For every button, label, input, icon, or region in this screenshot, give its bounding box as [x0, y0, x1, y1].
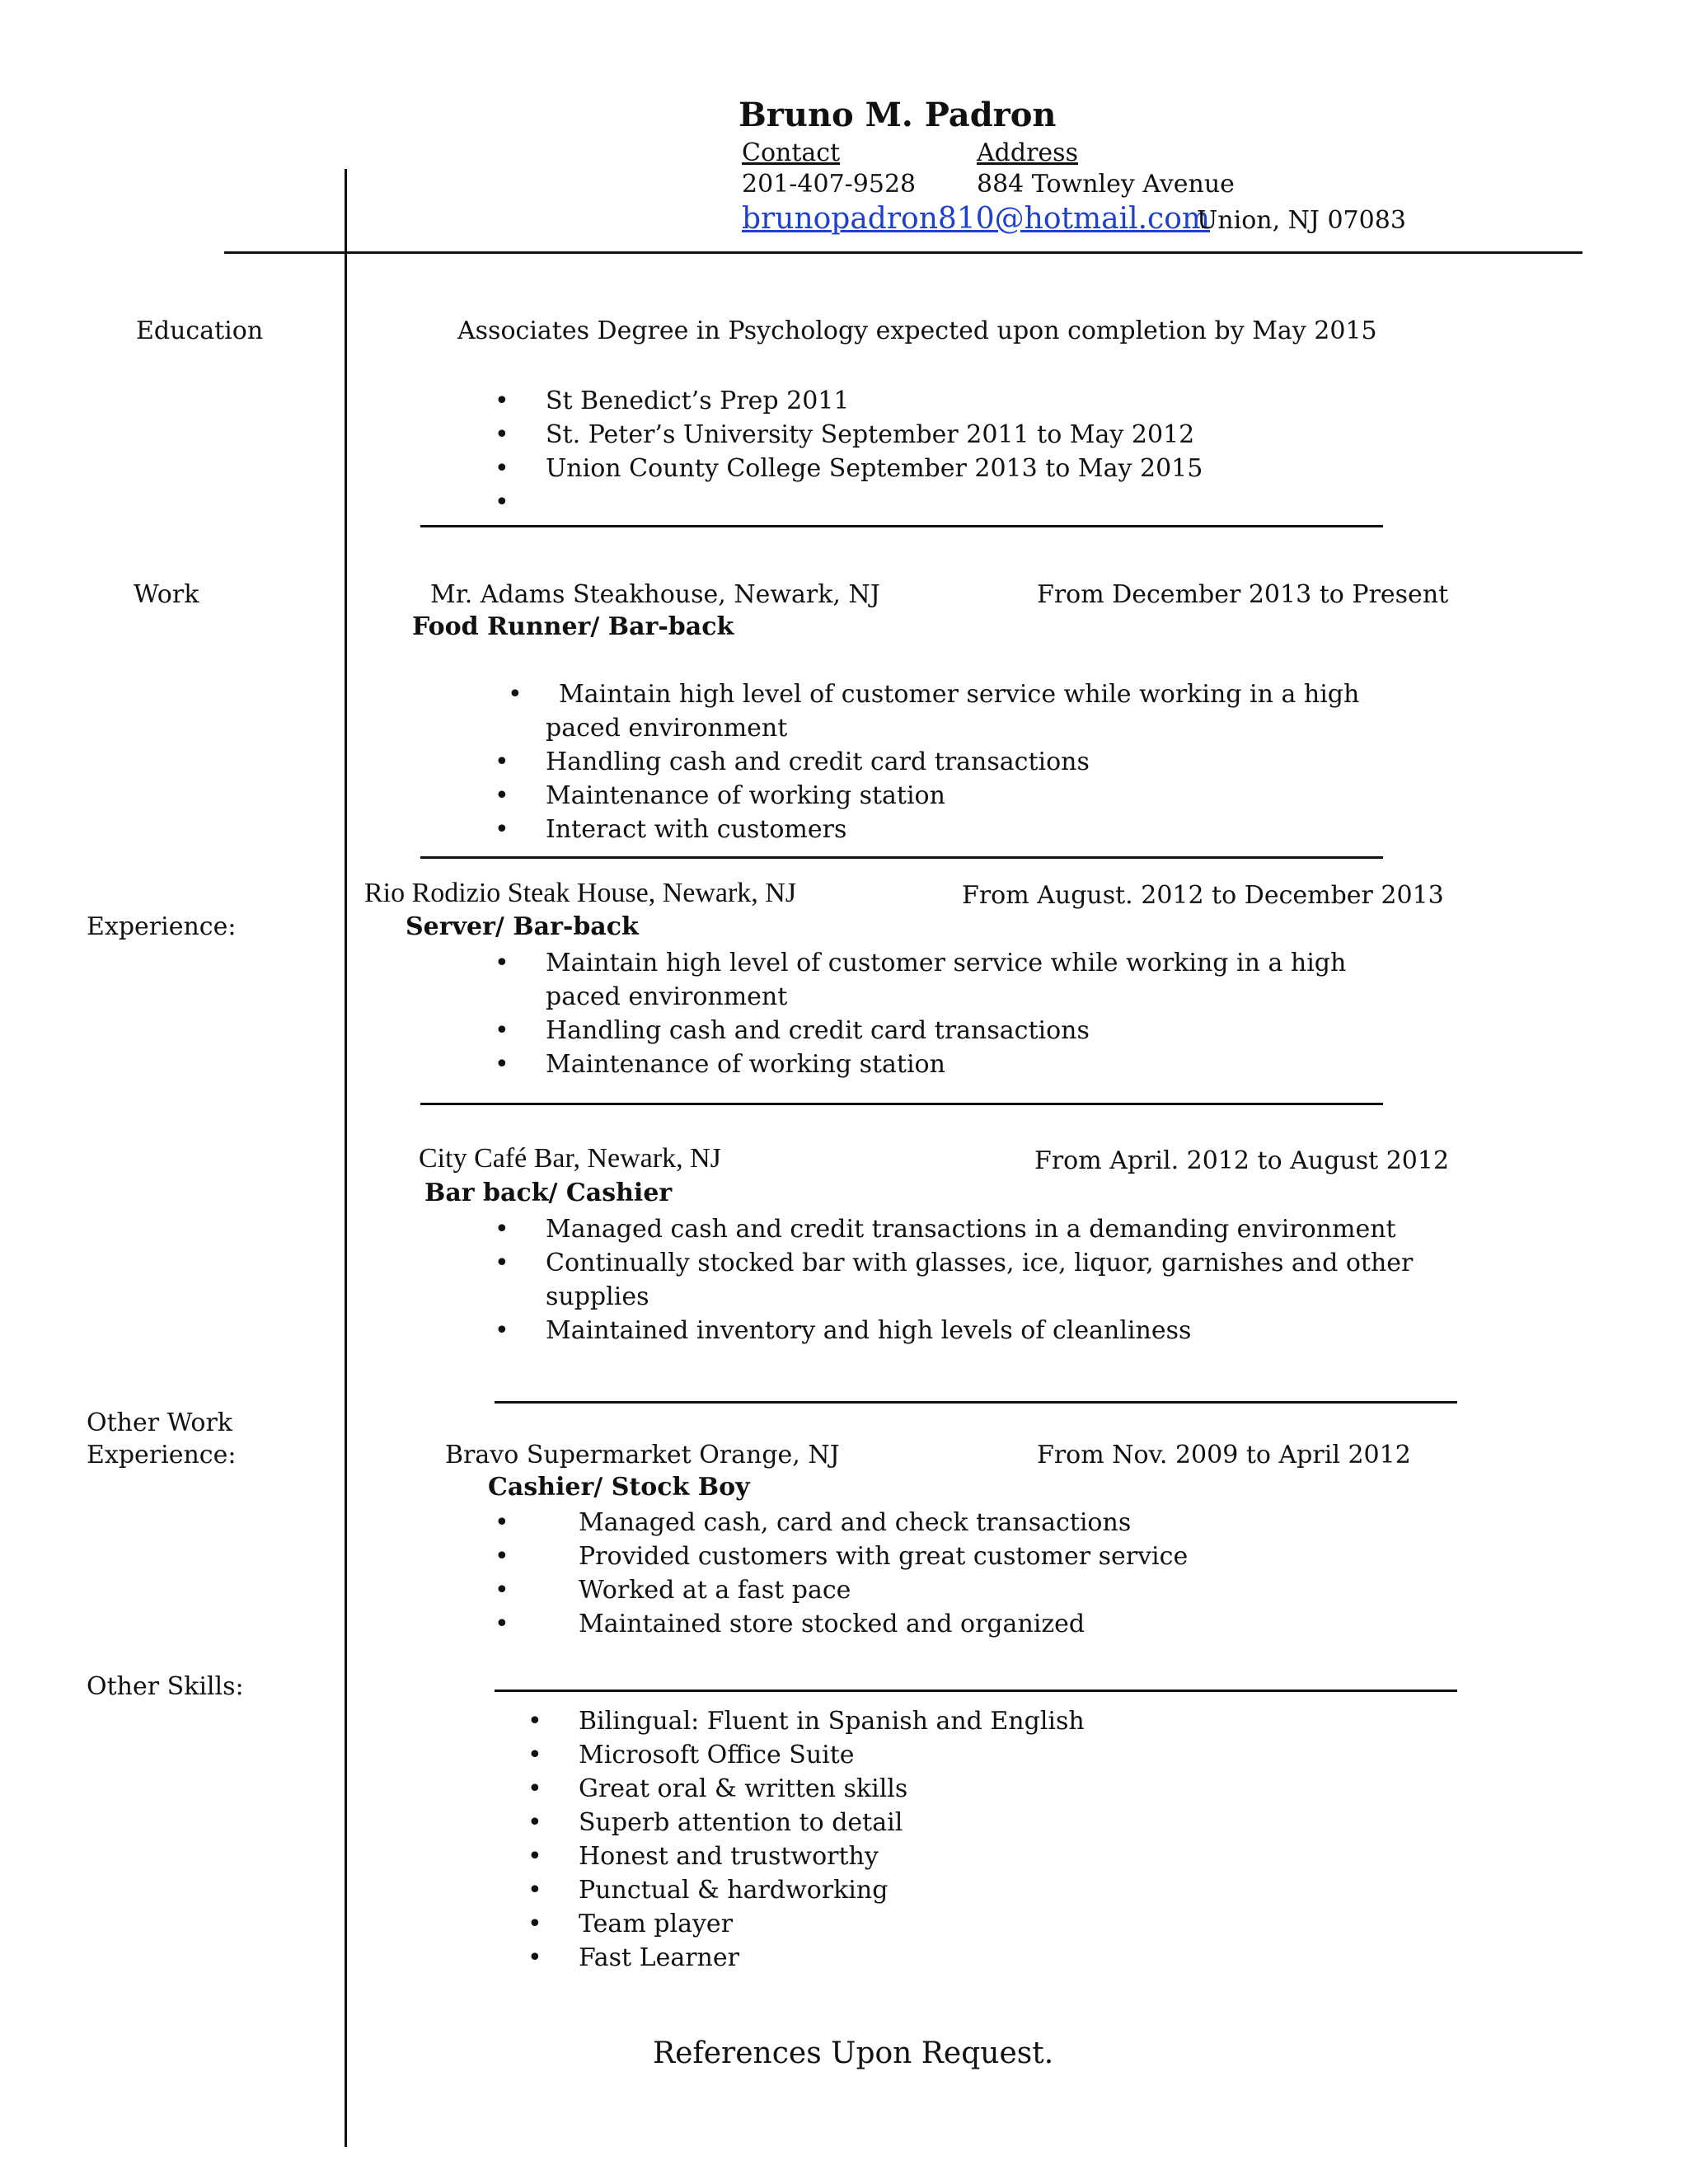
job1-divider	[420, 856, 1383, 859]
list-item	[495, 485, 1203, 519]
job3-divider	[495, 1401, 1457, 1404]
job4-duties	[495, 1506, 1188, 1641]
list-item: • Handling cash and credit card transactions	[495, 745, 1418, 779]
header-divider	[224, 251, 1582, 254]
list-item: • Superb attention to detail	[528, 1806, 1085, 1840]
experience-section-label: Experience:	[87, 912, 237, 941]
list-item: • Honest and trustworthy	[528, 1840, 1085, 1873]
job4-title: Cashier/ Stock Boy	[488, 1473, 750, 1502]
job2-divider	[420, 1103, 1383, 1105]
job2-dates: From August. 2012 to December 2013	[962, 881, 1444, 910]
list-item: • Continually stocked bar with glasses, ice, liquor, garnishes and other supplies	[495, 1246, 1418, 1314]
education-divider	[420, 525, 1383, 527]
job1-dates: From December 2013 to Present	[1037, 580, 1449, 609]
list-item: • Union County College September 2013 to May 2015	[495, 452, 1203, 485]
list-item: • St Benedict’s Prep 2011	[495, 384, 1203, 418]
list-item: • Maintain high level of customer service while working in a high paced environment	[495, 677, 1418, 745]
list-item: • Fast Learner	[528, 1941, 1085, 1975]
phone-number: 201-407-9528	[742, 170, 917, 199]
education-degree: Associates Degree in Psychology expected upon completion by May 2015	[457, 316, 1377, 345]
education-list	[495, 384, 1203, 519]
other-skills-label: Other Skills:	[87, 1672, 244, 1701]
applicant-name: Bruno M. Padron	[738, 96, 1057, 134]
job3-dates: From April. 2012 to August 2012	[1034, 1146, 1450, 1175]
list-item: • Handling cash and credit card transactions	[495, 1014, 1418, 1047]
street-address: 884 Townley Avenue	[977, 170, 1235, 199]
skills-list	[528, 1704, 1085, 1975]
list-item: • Team player	[528, 1907, 1085, 1941]
job1-employer: Mr. Adams Steakhouse, Newark, NJ	[430, 580, 880, 609]
list-item: • Provided customers with great customer service	[495, 1540, 1188, 1573]
job2-title: Server/ Bar-back	[406, 912, 639, 941]
job2-duties	[495, 946, 1418, 1081]
list-item: • Maintenance of working station	[495, 1047, 1418, 1081]
job4-dates: From Nov. 2009 to April 2012	[1037, 1441, 1411, 1469]
job3-title: Bar back/ Cashier	[424, 1179, 673, 1207]
list-item: • Maintained inventory and high levels of cleanliness	[495, 1314, 1418, 1347]
list-item: • Punctual & hardworking	[528, 1873, 1085, 1907]
list-item: • Great oral & written skills	[528, 1772, 1085, 1806]
job3-employer: City Café Bar, Newark, NJ	[419, 1143, 721, 1174]
contact-label: Contact	[742, 138, 841, 167]
list-item: • Maintain high level of customer service while working in a high paced environment	[495, 946, 1418, 1014]
list-item: • Bilingual: Fluent in Spanish and English	[528, 1704, 1085, 1738]
job1-title: Food Runner/ Bar-back	[412, 612, 734, 641]
job2-employer: Rio Rodizio Steak House, Newark, NJ	[364, 878, 797, 908]
job1-duties	[495, 677, 1418, 846]
city-state-zip: Union, NJ 07083	[1197, 206, 1406, 235]
list-item: • Worked at a fast pace	[495, 1573, 1188, 1607]
other-work-label-line2: Experience:	[87, 1441, 237, 1469]
job4-employer: Bravo Supermarket Orange, NJ	[445, 1441, 840, 1469]
skills-divider	[495, 1690, 1457, 1692]
work-section-label: Work	[134, 580, 199, 609]
list-item: • Managed cash and credit transactions in a demanding environment	[495, 1212, 1418, 1246]
job3-duties	[495, 1212, 1418, 1347]
list-item: • Maintenance of working station	[495, 779, 1418, 813]
references-note: References Upon Request.	[653, 2036, 1054, 2070]
list-item: • Microsoft Office Suite	[528, 1738, 1085, 1772]
left-column-divider	[345, 169, 347, 2147]
address-label: Address	[977, 138, 1078, 167]
list-item: • Interact with customers	[495, 813, 1418, 846]
education-section-label: Education	[136, 316, 264, 345]
other-work-label-line1: Other Work	[87, 1408, 232, 1437]
list-item: • Managed cash, card and check transactions	[495, 1506, 1188, 1540]
email-link[interactable]: brunopadron810@hotmail.com	[742, 202, 1211, 236]
list-item: • St. Peter’s University September 2011 to May 2012	[495, 418, 1203, 452]
list-item: • Maintained store stocked and organized	[495, 1607, 1188, 1641]
